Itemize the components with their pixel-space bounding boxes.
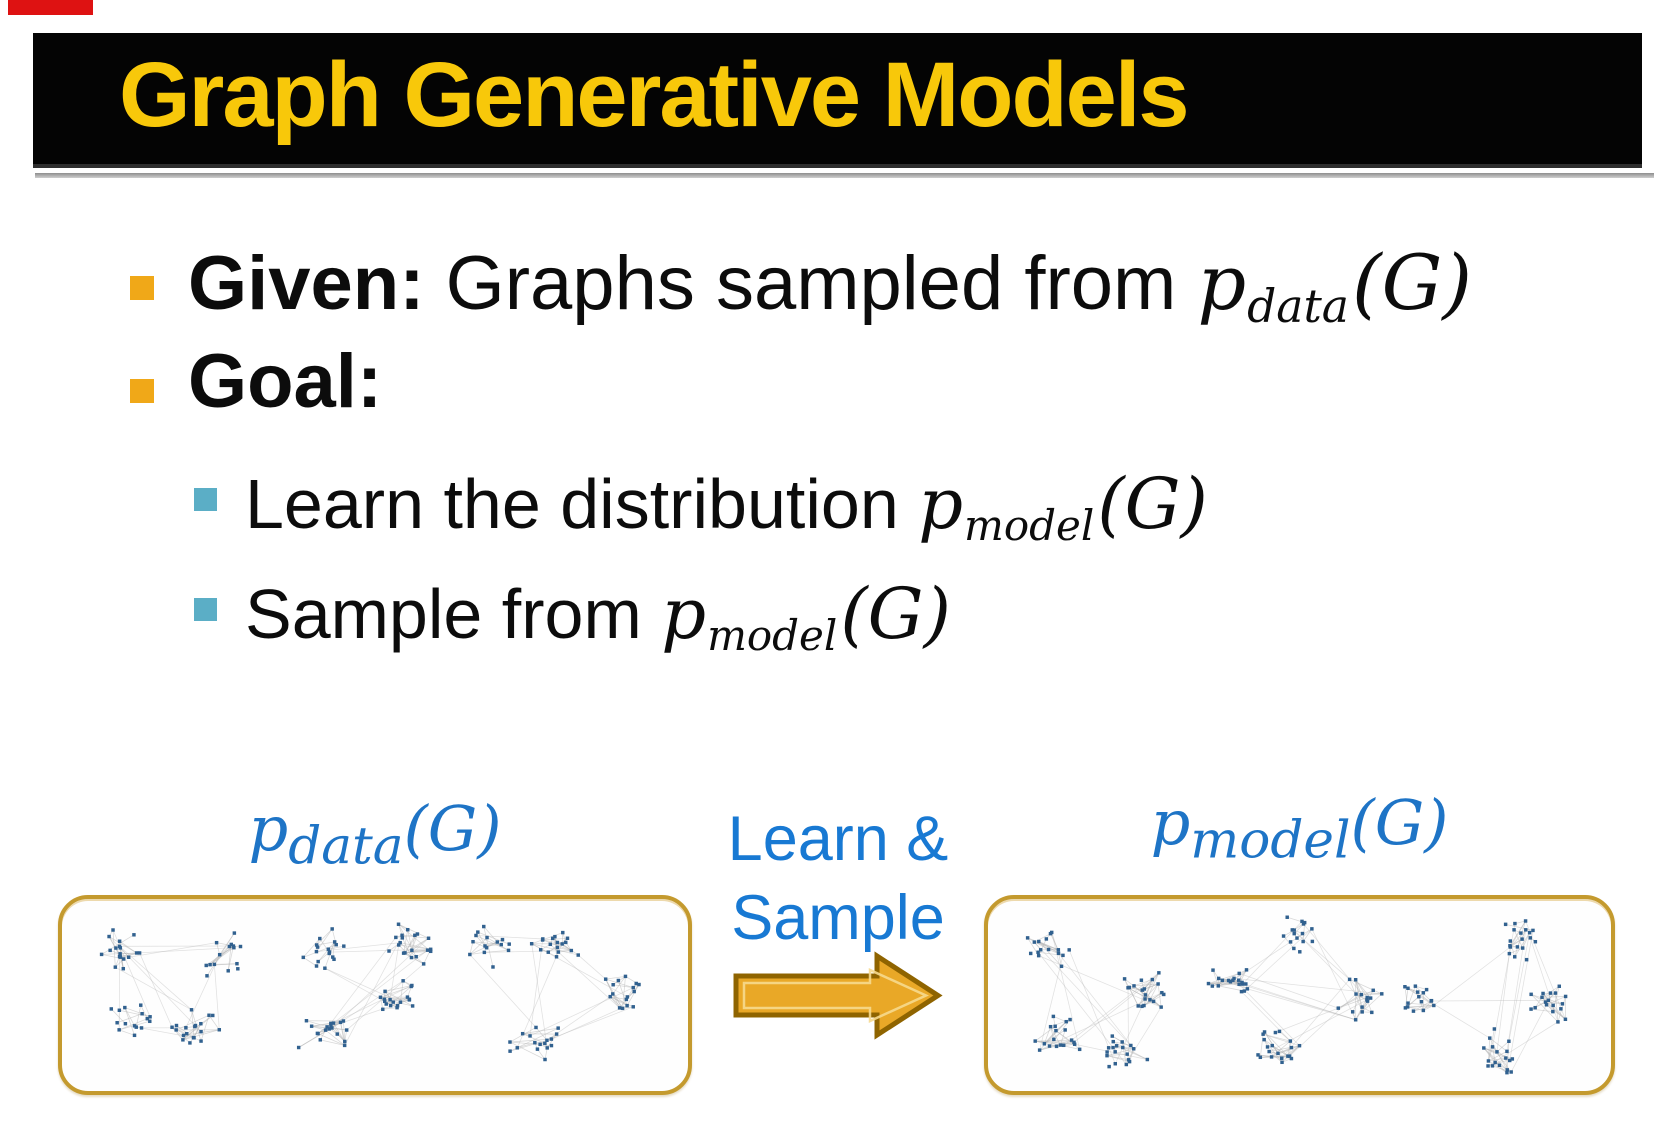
given-text: Graphs sampled from	[424, 241, 1198, 326]
title-separator	[35, 173, 1654, 178]
goal-label: Goal:	[188, 339, 383, 424]
pdata-label: $p_{data}(G)$	[248, 792, 502, 877]
math-p-data: $p_{data}(G)$	[1197, 238, 1472, 333]
sub-bullet-square-icon	[194, 488, 217, 511]
sub-bullet-sample	[245, 573, 951, 660]
sub-bullet-square-icon	[194, 598, 217, 621]
network-graphs-model	[988, 899, 1611, 1091]
given-label: Given:	[188, 241, 425, 326]
model-graphs-box	[984, 895, 1615, 1095]
title-bar	[33, 33, 1642, 168]
recording-marker	[8, 0, 93, 15]
learn-sample-caption	[692, 800, 984, 959]
data-graphs-box	[58, 895, 692, 1095]
learn-sample-line2: Sample	[731, 883, 945, 954]
bullet-square-icon	[130, 379, 154, 403]
math-p-model: $p_{model}(G)$	[918, 463, 1208, 550]
learn-sample-line1: Learn &	[727, 804, 949, 874]
bullet-given	[188, 238, 1472, 333]
slide-title: Graph Generative Models	[119, 44, 1188, 146]
math-p-model: $p_{model}(G)$	[661, 573, 951, 660]
bullet-goal	[188, 339, 383, 424]
network-graphs-data	[62, 899, 688, 1091]
right-block-arrow-icon	[730, 948, 945, 1043]
sample-text: Sample from	[245, 575, 662, 653]
bullet-square-icon	[130, 276, 154, 300]
learn-text: Learn the distribution	[245, 465, 919, 543]
sub-bullet-learn	[245, 463, 1208, 550]
pmodel-label: $p_{model}(G)$	[1150, 786, 1449, 871]
